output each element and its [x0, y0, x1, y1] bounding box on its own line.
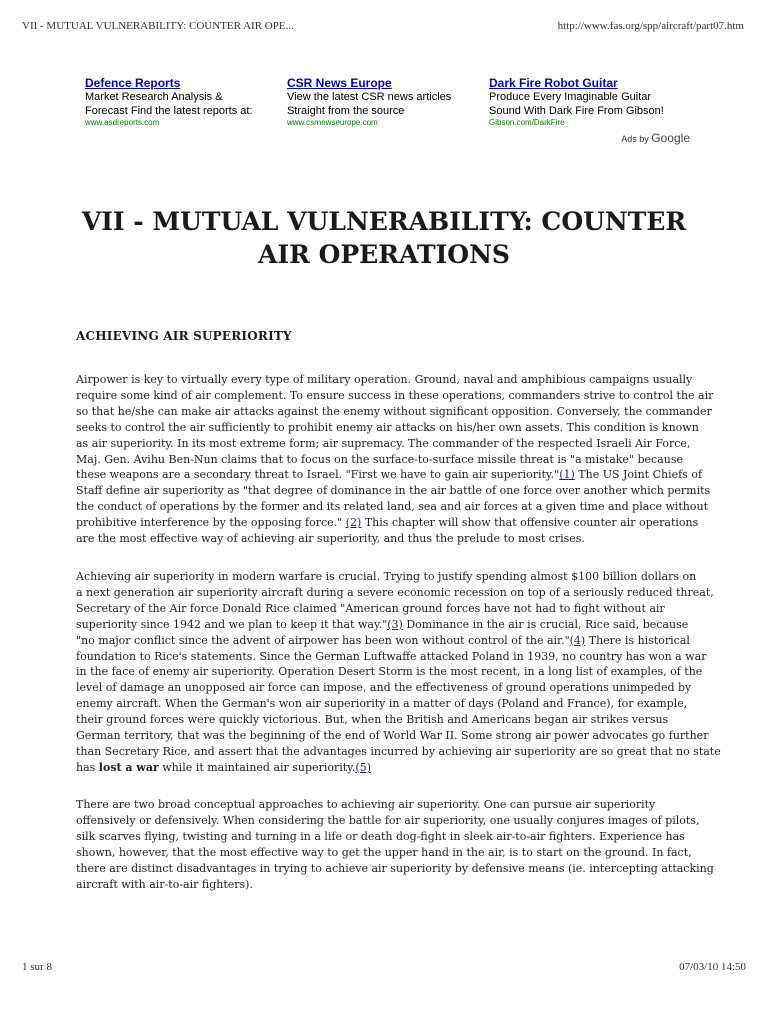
paragraph-line — [76, 664, 703, 680]
paragraph-line — [76, 728, 709, 744]
ad-line: Produce Every Imaginable Guitar — [489, 91, 652, 103]
text-run: Staff define air superiority as "that degree of dominance in the air battle of one force over another which permits — [76, 484, 711, 498]
text-run: has — [76, 760, 99, 774]
text-run: the conduct of operations by the former and its related land, sea and air forces at a given time and place without — [76, 500, 709, 514]
text-run: so that he/she can make air attacks against the enemy without significant opposition. Conversely, the commander — [76, 404, 712, 418]
text-run: prohibitive interference by the opposing force." — [76, 516, 346, 530]
footnote-link[interactable]: (5) — [355, 760, 372, 774]
footnote-link[interactable]: (3) — [387, 617, 403, 631]
paragraph — [76, 372, 714, 547]
paragraph-line — [76, 760, 692, 776]
paragraph-line — [76, 585, 714, 601]
paragraph — [76, 797, 714, 892]
text-run: There are two broad conceptual approaches to achieving air superiority. One can pursue air superiority — [76, 798, 656, 811]
paragraph-line — [76, 467, 703, 483]
paragraph-line — [76, 452, 692, 468]
text-run: German territory, that was the beginning of the end of World War II. Some strong air power advocates go further — [76, 729, 709, 743]
section-heading: ACHIEVING AIR SUPERIORITY — [76, 329, 292, 343]
text-run: than Secretary Rice, and assert that the advantages incurred by achieving air superiority are so great that no state — [76, 744, 721, 758]
google-logo-text: Google — [651, 131, 690, 145]
text-run: There is historical — [585, 633, 690, 647]
text-run: in the face of enemy air superiority. Operation Desert Storm is the most recent, in a long list of examples, of the — [76, 665, 703, 679]
paragraph-line — [76, 515, 699, 531]
text-run: as air superiority. In its most extreme form; air supremacy. The commander of the respected Israeli Air Force, — [76, 436, 691, 450]
ads-by-google-link[interactable] — [621, 131, 690, 145]
paragraph-line — [76, 877, 692, 893]
text-run: require some kind of air complement. To ensure success in these operations, commanders strive to control the air — [76, 388, 714, 402]
paragraph-line — [76, 499, 709, 515]
ad-url-link[interactable]: www.asdreports.com — [85, 118, 160, 127]
page-title — [60, 205, 708, 271]
text-run: shown, however, that the most effective way to get the upper hand in the air, is to start on the ground. In fact, — [76, 845, 692, 859]
text-run: offensively or defensively. When considering the battle for air superiority, one usually conjures images of pilots, — [76, 813, 700, 827]
paragraph-line — [76, 569, 697, 585]
paragraph-line — [76, 404, 712, 420]
ad-unit-defence-reports — [85, 76, 281, 128]
text-run: enemy aircraft. When the German's won air superiority in a matter of days (Poland and France), for example, — [76, 697, 688, 711]
paragraph-line — [76, 388, 714, 404]
ad-title-link[interactable]: CSR News Europe — [287, 76, 392, 90]
ad-title-link[interactable]: Defence Reports — [85, 76, 181, 90]
paragraph — [76, 569, 721, 776]
text-run: silk scarves flying, twisting and turning in a life or death dog-fight in sleek air-to-air fighters. Experience has — [76, 829, 685, 843]
paragraph-line — [76, 601, 692, 617]
paragraph-line — [76, 712, 692, 728]
print-timestamp: 07/03/10 14:50 — [679, 961, 746, 973]
text-run: are the most effective way of achieving air superiority, and thus the prelude to most crises. — [76, 532, 585, 546]
footnote-link[interactable]: (4) — [569, 633, 586, 647]
page-title-line: VII - MUTUAL VULNERABILITY: COUNTER — [81, 207, 687, 236]
paragraph-line — [76, 420, 699, 436]
text-run: Airpower is key to virtually every type of military operation. Ground, naval and amphibious campaigns usually — [76, 373, 693, 386]
text-run: Dominance in the air is crucial, Rice said, because — [402, 617, 689, 631]
ad-line: Forecast Find the latest reports at: — [85, 105, 253, 117]
text-run: This chapter will show that offensive counter air operations — [361, 516, 699, 530]
paragraph-line — [76, 680, 692, 696]
text-run: while it maintained air superiority. — [158, 760, 356, 774]
paragraph-line — [76, 797, 692, 813]
ad-title-link[interactable]: Dark Fire Robot Guitar — [489, 76, 618, 90]
ad-url-link[interactable]: www.csrnewseurope.com — [287, 118, 378, 127]
text-run: aircraft with air-to-air fighters). — [76, 877, 253, 891]
paragraph-line — [76, 696, 692, 712]
print-header-title: VII - MUTUAL VULNERABILITY: COUNTER AIR OPE... — [22, 20, 294, 32]
paragraph-line — [76, 617, 692, 633]
paragraph-line — [76, 829, 692, 845]
text-run: foundation to Rice's statements. Since the German Luftwaffe attacked Poland in 1939, no country has won a war — [76, 649, 707, 663]
paragraph-line — [76, 531, 692, 547]
text-run: Achieving air superiority in modern warfare is crucial. Trying to justify spending almost $100 billion dollars on — [76, 570, 697, 583]
ad-unit-dark-fire — [489, 76, 685, 128]
paragraph-line — [76, 649, 707, 665]
paragraph-line — [76, 436, 692, 452]
page-count: 1 sur 8 — [22, 961, 52, 973]
text-run: their ground forces were quickly victorious. But, when the British and Americans began air strikes versus — [76, 713, 669, 727]
paragraph-line — [76, 372, 692, 388]
paragraph-line — [76, 483, 711, 499]
text-run: a next generation air superiority aircraft during a severe economic recession on top of a seriously reduced threat, — [76, 585, 714, 599]
text-run: these weapons are a secondary threat to Israel. "First we have to gain air superiority." — [76, 468, 560, 482]
ad-line: Sound With Dark Fire From Gibson! — [489, 105, 664, 117]
paragraph-line — [76, 633, 692, 649]
footnote-link[interactable]: (2) — [345, 516, 362, 530]
text-run: "no major conflict since the advent of airpower has been won without control of the air." — [76, 633, 570, 647]
emphasis-text: lost a war — [98, 760, 159, 774]
ad-line: Market Research Analysis & — [85, 91, 223, 103]
ad-block — [85, 76, 700, 148]
print-header-url: http://www.fas.org/spp/aircraft/part07.htm — [557, 20, 744, 32]
ad-url-link[interactable]: Gibson.com/DarkFire — [489, 118, 565, 127]
text-run: level of damage an unopposed air force can impose, and the effectiveness of ground operations unimpeded by — [76, 681, 692, 695]
text-run: there are distinct disadvantages in trying to achieve air superiority by defensive means (ie. intercepting attacking — [76, 861, 714, 875]
ad-line: View the latest CSR news articles — [287, 91, 452, 103]
text-run: Secretary of the Air force Donald Rice claimed "American ground forces have not had to fight without air — [76, 601, 665, 615]
text-run: Maj. Gen. Avihu Ben-Nun claims that to focus on the surface-to-surface missile threat is "a mistake" because — [76, 452, 683, 466]
ads-by-label: Ads by — [621, 134, 649, 144]
paragraph-line — [76, 845, 692, 861]
paragraph-line — [76, 861, 714, 877]
text-run: seeks to control the air sufficiently to prohibit enemy air attacks on his/her own assets. This condition is known — [76, 420, 699, 434]
text-run: superiority since 1942 and we plan to keep it that way." — [76, 617, 388, 631]
page-title-line: AIR OPERATIONS — [258, 240, 510, 269]
footnote-link[interactable]: (1) — [559, 468, 575, 482]
paragraph-line — [76, 744, 721, 760]
text-run: The US Joint Chiefs of — [574, 468, 703, 482]
ad-unit-csr-news — [287, 76, 483, 128]
ad-line: Straight from the source — [287, 105, 405, 117]
paragraph-line — [76, 813, 700, 829]
